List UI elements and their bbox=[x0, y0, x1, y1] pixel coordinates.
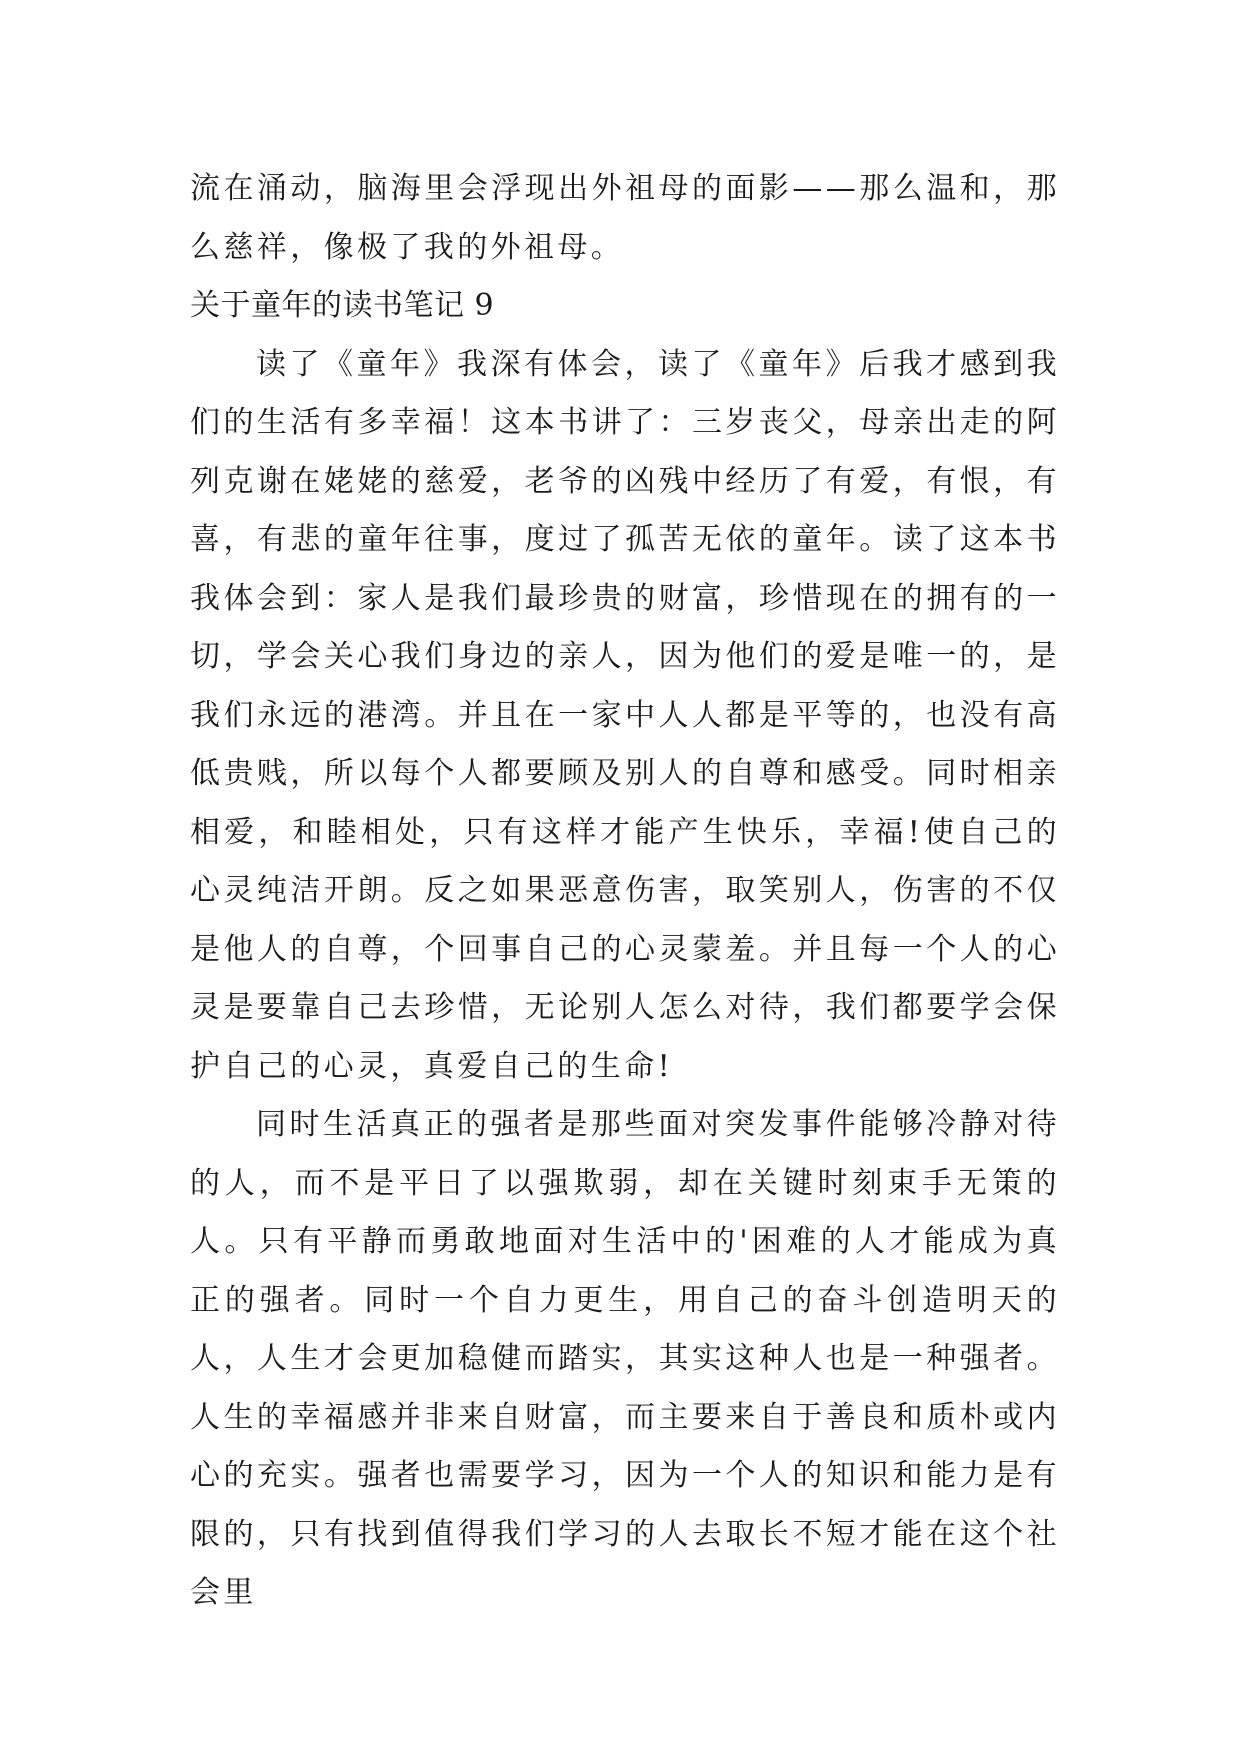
body-paragraph-1: 读了《童年》我深有体会，读了《童年》后我才感到我们的生活有多幸福！这本书讲了：三岁丧父，母亲出走的阿列克谢在姥姥的慈爱，老爷的凶残中经历了有爱，有恨，有喜，有悲的童年往事，度过了孤苦无依的童年。读了这本书我体会到：家人是我们最珍贵的财富，珍惜现在的拥有的一切，学会关心我们身边的亲人，因为他们的爱是唯一的，是我们永远的港湾。并且在一家中人人都是平等的，也没有高低贵贱，所以每个人都要顾及别人的自尊和感受。同时相亲相爱，和睦相处，只有这样才能产生快乐，幸福!使自己的心灵纯洁开朗。反之如果恶意伤害，取笑别人，伤害的不仅是他人的自尊，个回事自己的心灵蒙羞。并且每一个人的心灵是要靠自己去珍惜，无论别人怎么对待，我们都要学会保护自己的心灵，真爱自己的生命! bbox=[190, 346, 1060, 1084]
document-body bbox=[190, 160, 1060, 1623]
section-heading: 关于童年的读书笔记 9 bbox=[190, 288, 495, 323]
body-paragraph-2: 同时生活真正的强者是那些面对突发事件能够冷静对待的人，而不是平日了以强欺弱，却在关键时刻束手无策的人。只有平静而勇敢地面对生活中的'困难的人才能成为真正的强者。同时一个自力更生，用自己的奋斗创造明天的人，人生才会更加稳健而踏实，其实这种人也是一种强者。人生的幸福感并非来自财富，而主要来自于善良和质朴或内心的充实。强者也需要学习，因为一个人的知识和能力是有限的，只有找到值得我们学习的人去取长不短才能在这个社会里 bbox=[190, 1107, 1060, 1610]
continuation-paragraph: 流在涌动，脑海里会浮现出外祖母的面影——那么温和，那么慈祥，像极了我的外祖母。 bbox=[190, 171, 1060, 265]
